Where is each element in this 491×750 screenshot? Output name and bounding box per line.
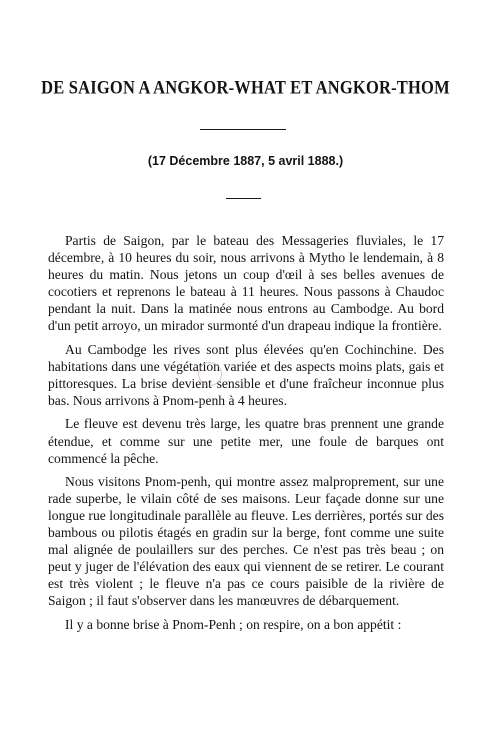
library-stamp: [198, 362, 222, 386]
body-text: [48, 232, 444, 640]
chapter-title: DE SAIGON A ANGKOR-WHAT ET ANGKOR-THOM: [41, 76, 450, 99]
dateline-rule: [226, 198, 261, 199]
paragraph: Partis de Saigon, par le bateau des Messageries fluviales, le 17 décembre, à 10 heures du soir, nous arrivons à Mytho le lendemain, à 8 heures du matin. Nous jetons un coup d'œil à ses belles avenues de cocotiers et reprenons le bateau à 11 heures. Nous passons à Chaudoc pendant la nuit. Dans la matinée nous entrons au Cambodge. Au bord d'un petit arroyo, un mirador surmonté d'un drapeau indique la frontière.: [48, 233, 444, 334]
paragraph: Le fleuve est devenu très large, les quatre bras prennent une grande étendue, et comme sur une petite mer, une foule de barques ont commencé la pêche.: [48, 416, 444, 466]
paragraph: Au Cambodge les rives sont plus élevées qu'en Cochinchine. Des habitations dans une végétation variée et des aspects moins plats, gais et pittoresques. La brise devient sensible et d'une fraîcheur inconnue plus bas. Nous arrivons à Pnom-penh à 4 heures.: [48, 341, 444, 408]
paragraph: Nous visitons Pnom-penh, qui montre assez malproprement, sur une rade superbe, le vilain côté de ses maisons. Leur façade donne sur une longue rue longitudinale parallèle au fleuve. Les derrières, portés sur des bambous ou pilotis étagés en gradin sur la berge, font comme une suite mal alignée de poulaillers sur des perches. Ce n'est pas très beau ; on peut y juger de l'élévation des eaux qui viennent de se retirer. Le courant est très violent ; le fleuve n'a pas ce cours paisible de la rivière de Saigon ; il faut s'observer dans les manœuvres de débarquement.: [48, 474, 444, 609]
title-rule: [200, 129, 286, 130]
chapter-dateline: (17 Décembre 1887, 5 avril 1888.): [147, 154, 344, 168]
paragraph: Il y a bonne brise à Pnom-Penh ; on respire, on a bon appétit :: [65, 616, 402, 632]
